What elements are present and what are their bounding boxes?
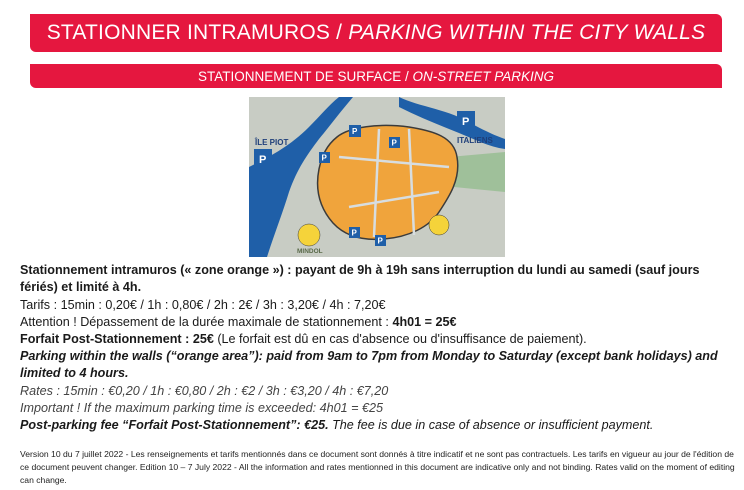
attention-value: 4h01 = 25€ bbox=[392, 315, 457, 329]
parking-marker-label: P bbox=[377, 236, 383, 246]
forfait-label: Forfait Post-Stationnement : 25€ bbox=[20, 332, 214, 346]
parking-relay-marker bbox=[429, 215, 449, 235]
intramuros-description-fr bbox=[20, 262, 736, 296]
attention-fr bbox=[20, 314, 736, 331]
important-en: Important ! If the maximum parking time is exceeded: 4h01 = €25 bbox=[20, 401, 383, 415]
intramuros-description-en: Parking within the walls (“orange area”): paid from 9am to 7pm from Monday to Saturday (except bank holidays) and limited to 4 hours. bbox=[20, 349, 718, 380]
title-fr: STATIONNER INTRAMUROS / bbox=[46, 21, 343, 44]
parking-marker-label: P bbox=[352, 127, 358, 136]
fee-text-en: The fee is due in case of absence or insufficient payment. bbox=[328, 418, 654, 432]
forfait-text: (Le forfait est dû en cas d'absence ou d'insuffisance de paiement). bbox=[213, 332, 587, 346]
parking-zone-map bbox=[249, 97, 505, 257]
parking-marker-large-label: P bbox=[462, 116, 470, 128]
label-ile-piot: ÎLE PIOT bbox=[255, 138, 289, 147]
fee-label-en: Post-parking fee “Forfait Post-Stationnement”: €25. bbox=[20, 418, 329, 432]
fee-en bbox=[20, 417, 736, 434]
label-italiens: ITALIENS bbox=[457, 136, 493, 145]
parking-marker-label: P bbox=[321, 153, 327, 163]
attention-text: Attention ! Dépassement de la durée maximale de stationnement : bbox=[20, 315, 393, 329]
rates-en: Rates : 15min : €0,20 / 1h : €0,80 / 2h : €2 / 3h : €3,20 / 4h : €7,20 bbox=[20, 384, 389, 398]
subtitle-fr: STATIONNEMENT DE SURFACE / bbox=[197, 68, 409, 84]
page-title-banner bbox=[30, 14, 722, 52]
parking-relay-marker bbox=[298, 224, 320, 246]
forfait-fr bbox=[20, 331, 736, 348]
label-mindol: MINDOL bbox=[297, 248, 323, 255]
footer-disclaimer: Version 10 du 7 juillet 2022 - Les renseignements et tarifs mentionnés dans ce document sont donnés à titre indicatif et ne sont pas contractuels. Les tarifs en vigueur au jour de l'édition de ce document peuvent changer. Edition 10 – 7 July 2022 - All the information and rates mentionned in this document are indicative only and not binding. Rates valid on the moment of editing can change. bbox=[20, 449, 735, 485]
section-subtitle-banner bbox=[30, 64, 722, 88]
parking-marker-large-label: P bbox=[259, 154, 267, 166]
title-en: PARKING WITHIN THE CITY WALLS bbox=[348, 21, 706, 44]
subtitle-en: ON-STREET PARKING bbox=[412, 68, 555, 84]
parking-marker-label: P bbox=[391, 138, 397, 148]
parking-marker-label: P bbox=[351, 228, 357, 238]
map-illustration bbox=[249, 97, 505, 257]
rates-fr: Tarifs : 15min : 0,20€ / 1h : 0,80€ / 2h : 2€ / 3h : 3,20€ / 4h : 7,20€ bbox=[20, 298, 386, 312]
rule-fr: Stationnement intramuros (« zone orange ») : payant de 9h à 19h sans interruption du lundi au samedi (sauf jours fériés) et limité à 4h. bbox=[20, 263, 700, 294]
